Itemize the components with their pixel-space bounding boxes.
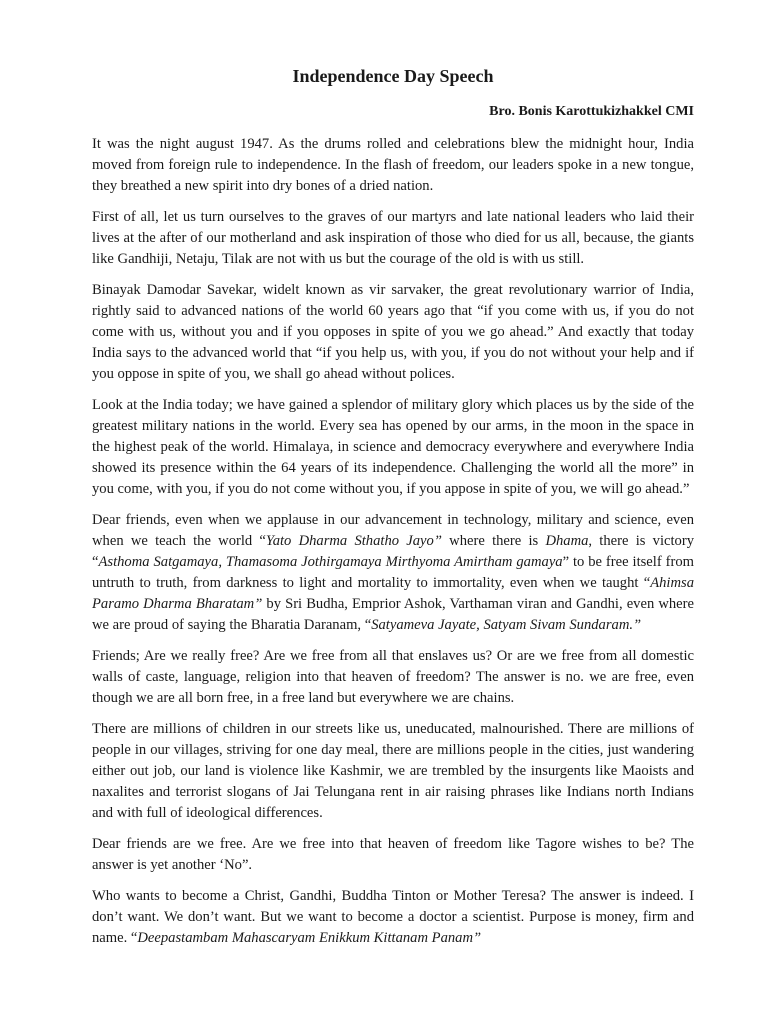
paragraph-9-quote: Deepastambam Mahascaryam Enikkum Kittanam Panam” (137, 930, 482, 946)
paragraph-5-text: , there is victory “ (92, 533, 694, 570)
paragraph-5-text: where there is (441, 533, 546, 549)
paragraph-5-quote: Asthoma Satgamaya, Thamasoma Jothirgamaya Mirthyoma Amirtham gamaya (98, 554, 563, 570)
paragraph-5-text: ” to be free itself from untruth to truth, from darkness to light and mortality to immortality, even when we taught “ (92, 554, 694, 591)
paragraph-5-text: by Sri Budha, Emprior Ashok, Varthaman viran and Gandhi, even where we are proud of saying the Bharatia Daranam, “ (92, 596, 694, 633)
paragraph-8: Dear friends are we free. Are we free into that heaven of freedom like Tagore wishes to be? The answer is yet another ‘No”. (92, 836, 694, 873)
paragraph-9-text: Who wants to become a Christ, Gandhi, Buddha Tinton or Mother Teresa? The answer is indeed. I don’t want. We don’t want. But we want to become a doctor a scientist. Purpose is money, firm and name. “ (92, 888, 694, 946)
paragraph-5-text: Dear friends, even when we applause in our advancement in technology, military and science, even when we teach the world “ (92, 512, 694, 549)
page-title: Independence Day Speech (292, 66, 494, 86)
author-line: Bro. Bonis Karottukizhakkel CMI (489, 104, 694, 119)
paragraph-7: There are millions of children in our streets like us, uneducated, malnourished. There are millions of people in our villages, striving for one day meal, there are millions people in the cities, just wandering either out job, our land is violence like Kashmir, we are trembled by the insurgents like Maoists and naxalites and terrorist slogans of Jai Telungana rent in air raising phrases like Indians north Indians and with full of ideological differences. (92, 721, 694, 821)
paragraph-5-quote: Ahimsa Paramo Dharma Bharatam” (92, 575, 694, 612)
paragraph-1: It was the night august 1947. As the drums rolled and celebrations blew the midnight hour, India moved from foreign rule to independence. In the flash of freedom, our leaders spoke in a new tongue, they breathed a new spirit into dry bones of a dried nation. (92, 136, 694, 194)
paragraph-3: Binayak Damodar Savekar, widelt known as vir sarvaker, the great revolutionary warrior of India, rightly said to advanced nations of the world 60 years ago that “if you come with us, if you do not come with us, without you and if you opposes in spite of you we go ahead.” And exactly that today India says to the advanced world that “if you help us, with you, if you do not without your help and if you oppose in spite of you, we shall go ahead without polices. (92, 282, 694, 382)
paragraph-5 (92, 510, 694, 636)
speech-body (92, 134, 694, 959)
paragraph-6: Friends; Are we really free? Are we free from all that enslaves us? Or are we free from all domestic walls of caste, language, religion into that heaven of freedom? The answer is no. we are free, even though we are all born free, in a free land but everywhere we are chains. (92, 648, 694, 706)
paragraph-5-quote: Satyameva Jayate, Satyam Sivam Sundaram.” (371, 617, 642, 633)
paragraph-4: Look at the India today; we have gained a splendor of military glory which places us by the side of the greatest military nations in the world. Every sea has opened by our arms, in the moon in the space in the highest peak of the world. Himalaya, in science and democracy everywhere and everywhere India showed its presence within the 64 years of its independence. Challenging the world all the more” in you come, with you, if you do not come without you, if you appose in spite of you, we will go ahead.” (92, 397, 694, 497)
paragraph-5-quote: Yato Dharma Sthatho Jayo” (265, 533, 442, 549)
paragraph-5-term: Dhama (545, 533, 589, 549)
paragraph-2: First of all, let us turn ourselves to the graves of our martyrs and late national leaders who laid their lives at the after of our motherland and ask inspiration of those who died for us all, because, the giants like Gandhiji, Netaju, Tilak are not with us but the courage of the old is with us still. (92, 209, 694, 267)
paragraph-9 (92, 886, 694, 949)
